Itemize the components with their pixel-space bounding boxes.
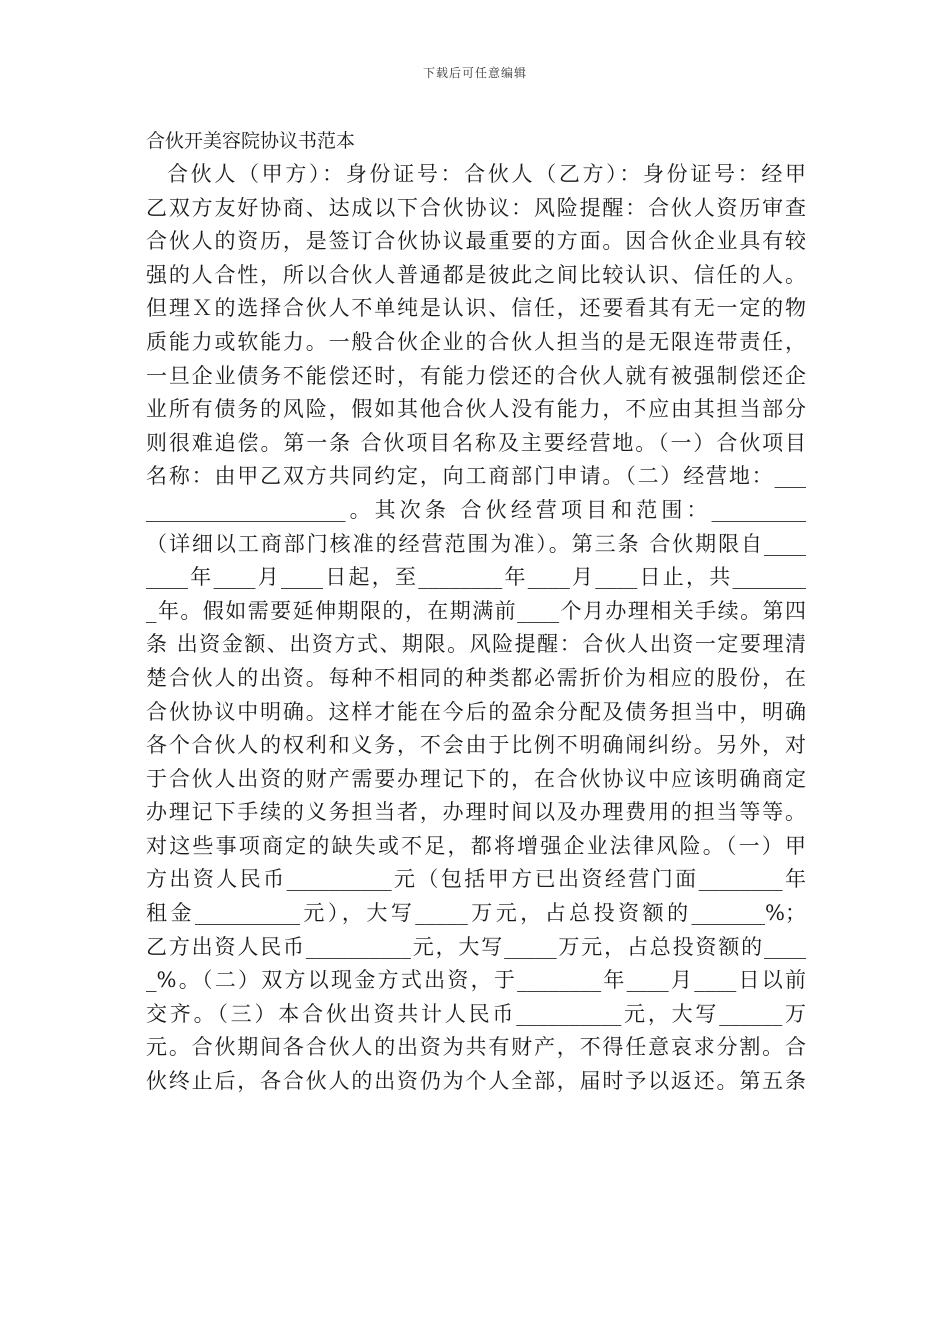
body-line: 合伙人的资历，是签订合伙协议最重要的方面。因合伙企业具有较 (146, 229, 806, 254)
body-line: 各个合伙人的权利和义务，不会由于比例不明确闹纠纷。另外，对 (146, 733, 806, 758)
body-line: 交齐。（三）本合伙出资共计人民币__________元，大写______万 (146, 1001, 806, 1026)
body-line: _%。（二）双方以现金方式出资，于________年____月____日以前 (146, 968, 806, 993)
body-line: 合伙协议中明确。这样才能在今后的盈余分配及债务担当中，明确 (146, 699, 806, 724)
document-body (146, 158, 806, 1099)
body-line: 元。合伙期间各合伙人的出资为共有财产，不得任意哀求分割。合 (146, 1035, 806, 1060)
body-line: 质能力或软能力。一般合伙企业的合伙人担当的是无限连带责任， (146, 329, 806, 354)
body-line: 租金__________元），大写_____万元，占总投资额的_______%； (146, 901, 806, 926)
body-line: ___________________。其次条 合伙经营项目和范围：_________ (146, 497, 806, 522)
body-line: 但理Ｘ的选择合伙人不单纯是认识、信任，还要看其有无一定的物 (146, 296, 806, 321)
body-line: 办理记下手续的义务担当者，办理时间以及办理费用的担当等等。 (146, 800, 806, 825)
body-line: 一旦企业债务不能偿还时，有能力偿还的合伙人就有被强制偿还企 (146, 363, 806, 388)
body-line: 乙双方友好协商、达成以下合伙协议：风险提醒：合伙人资历审查 (146, 195, 806, 220)
body-line: （详细以工商部门核准的经营范围为准）。第三条 合伙期限自____ (146, 531, 806, 556)
body-line: 伙终止后，各合伙人的出资仍为个人全部，届时予以返还。第五条 (146, 1069, 806, 1094)
body-line: ____年____月____日起，至________年____月____日止，共_______ (146, 565, 806, 590)
body-line: 则很难追偿。第一条 合伙项目名称及主要经营地。（一）合伙项目 (146, 430, 806, 455)
body-line: 合伙人（甲方）：身份证号：合伙人（乙方）：身份证号：经甲 (167, 162, 806, 186)
body-line: 乙方出资人民币__________元，大写_____万元，占总投资额的____ (146, 934, 806, 959)
body-line: 于合伙人出资的财产需要办理记下的，在合伙协议中应该明确商定 (146, 766, 806, 791)
body-line: 条 出资金额、出资方式、期限。风险提醒：合伙人出资一定要理清 (146, 632, 806, 657)
body-line: _年。假如需要延伸期限的，在期满前____个月办理相关手续。第四 (146, 598, 806, 623)
document-title: 合伙开美容院协议书范本 (146, 130, 356, 152)
body-line: 强的人合性，所以合伙人普通都是彼此之间比较认识、信任的人。 (146, 262, 806, 287)
body-line: 方出资人民币__________元（包括甲方已出资经营门面________年 (146, 867, 806, 892)
body-line: 业所有债务的风险，假如其他合伙人没有能力，不应由其担当部分 (146, 397, 806, 422)
body-line: 名称：由甲乙双方共同约定，向工商部门申请。（二）经营地：___ (146, 464, 806, 489)
header-note: 下载后可任意编辑 (422, 66, 527, 80)
body-line: 楚合伙人的出资。每种不相同的种类都必需折价为相应的股份，在 (146, 665, 806, 690)
body-line: 对这些事项商定的缺失或不足，都将增强企业法律风险。（一）甲 (146, 833, 806, 858)
